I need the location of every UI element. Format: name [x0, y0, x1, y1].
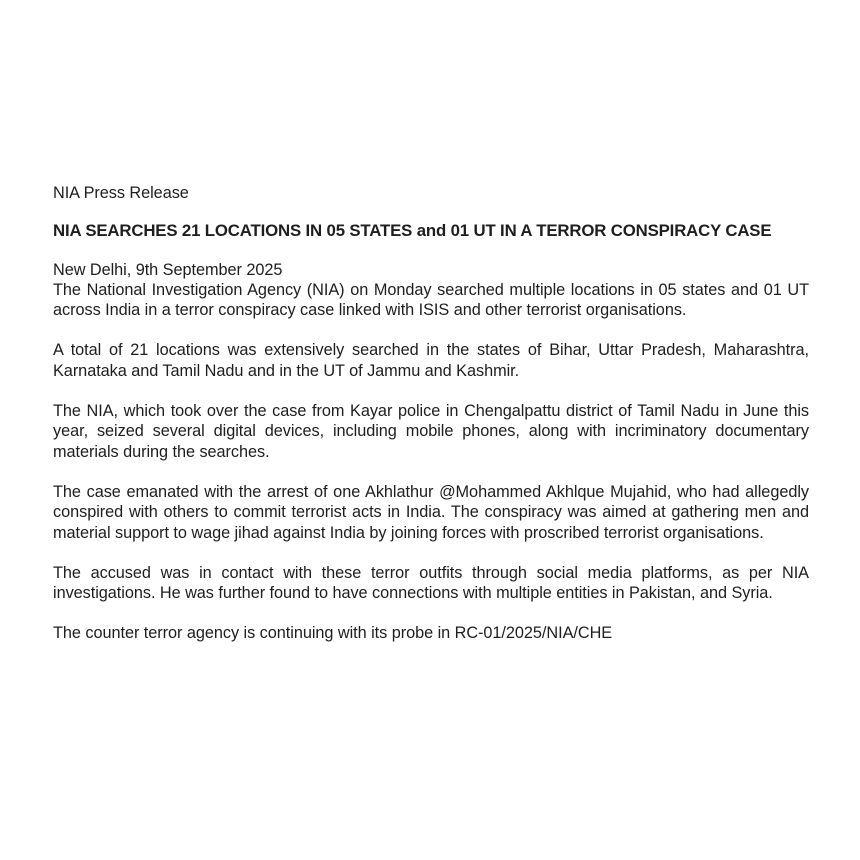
headline: NIA SEARCHES 21 LOCATIONS IN 05 STATES and 01 UT IN A TERROR CONSPIRACY CASE [53, 221, 772, 241]
document-label: NIA Press Release [53, 184, 189, 202]
paragraph-3: The NIA, which took over the case from Kayar police in Chengalpattu district of Tamil Nadu in June this year, seized several digital devices, including mobile phones, along with incriminatory documentary materials during the searches. [53, 402, 809, 461]
press-release-body [53, 183, 809, 644]
paragraph-2: A total of 21 locations was extensively searched in the states of Bihar, Uttar Pradesh, Maharashtra, Karnataka and Tamil Nadu and in the UT of Jammu and Kashmir. [53, 341, 809, 380]
paragraph-6: The counter terror agency is continuing with its probe in RC-01/2025/NIA/CHE [53, 624, 613, 643]
dateline: New Delhi, 9th September 2025 [53, 260, 283, 279]
paragraph-1: The National Investigation Agency (NIA) on Monday searched multiple locations in 05 states and 01 UT across India in a terror conspiracy case linked with ISIS and other terrorist organisations. [53, 280, 809, 320]
paragraph-4: The case emanated with the arrest of one Akhlathur @Mohammed Akhlque Mujahid, who had allegedly conspired with others to commit terrorist acts in India. The conspiracy was aimed at gathering men and material support to wage jihad against India by joining forces with proscribed terrorist organisations. [53, 482, 809, 542]
paragraph-5: The accused was in contact with these terror outfits through social media platforms, as per NIA investigations. He was further found to have connections with multiple entities in Pakistan, and Syria. [53, 563, 809, 603]
